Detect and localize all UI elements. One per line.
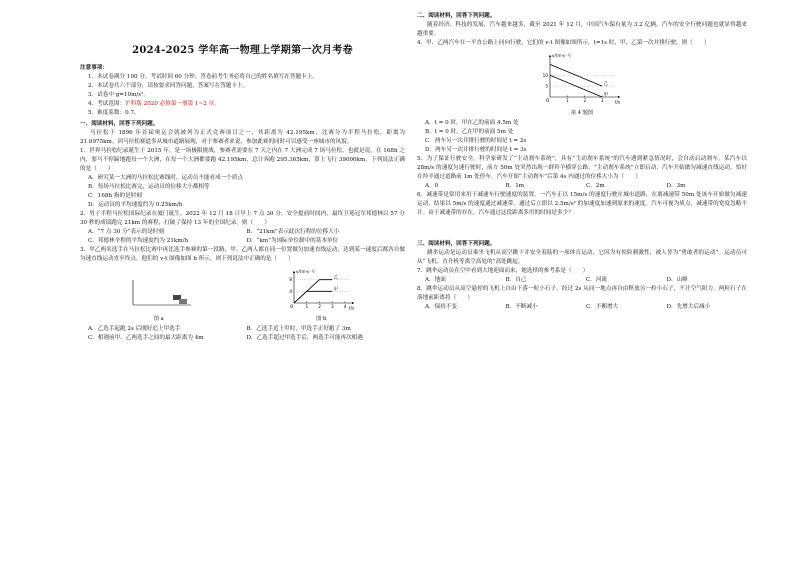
x-tick-label-0: 1 bbox=[566, 98, 569, 103]
q3-option-c: C．相遇前甲、乙两选手之间的最大距离为 4m bbox=[88, 335, 204, 341]
question-3: 3．甲乙两名选手在马拉松比赛中再比选手参赛的第一段路，甲、乙两人都在同一位置做匀加速直线运动，达到某一速度后都各自做匀速直线运动直至终点，他们的 v-t 图像如图 b 所示，则下列说法中正确的是（ ） bbox=[80, 247, 405, 262]
series-label-0: 乙 bbox=[603, 82, 609, 88]
q6-answer-space bbox=[417, 218, 747, 238]
question-8: 8．跳伞运动员从高空悬停的飞机上自由下落一粒小石子，经过 2s 从同一地点再自由释放另一粒小石子，不计空气阻力，两粒石子在落地前距离将（ ） bbox=[417, 286, 747, 301]
q8-option-d: D．先增大后减小 bbox=[666, 304, 711, 310]
figure-4-caption: 第 4 题图 bbox=[570, 110, 594, 116]
x-tick-label-3: 4 bbox=[343, 304, 347, 309]
y-tick-label-0: 4 bbox=[289, 288, 293, 294]
q1-option-d: D．运动员的平均速度约为 0.25km/h bbox=[88, 202, 183, 208]
figure-b-caption: 图 b bbox=[316, 316, 327, 322]
note-2: 2．本试卷共六个部分，请按要求回答问题，答案写在答题卡上。 bbox=[88, 83, 249, 89]
figure-4-vt-chart bbox=[536, 51, 628, 105]
question-4: 4．甲、乙两汽车在一平直公路上同向行驶，它们的 v-t 图像如图所示，t=1s 时，甲、乙第一次并排行驶，则（ ） bbox=[417, 40, 710, 46]
x-axis-label: t/s bbox=[615, 99, 621, 105]
q7-option-d: D．山峰 bbox=[666, 277, 688, 283]
q5-option-d: D．3m bbox=[666, 183, 686, 189]
q2-option-d: D．“km”为国际单位制中的基本单位 bbox=[246, 238, 339, 244]
section-1-heading: 一、阅读材料，回答下列问题。 bbox=[80, 121, 159, 127]
q7-option-a: A．地面 bbox=[425, 277, 446, 283]
q1-option-a: A．研究某一大洲的马拉松比赛线时，运动员不能看成一个质点 bbox=[88, 175, 244, 181]
q8-option-c: C．不断增大 bbox=[586, 304, 619, 310]
q4-option-b: B．t = 0 时，乙在甲的前面 5m 处 bbox=[425, 129, 514, 135]
q2-option-c: C．邦德林全程的平均速度约为 21km/h bbox=[88, 238, 189, 244]
q5-option-b: B．1m bbox=[505, 183, 525, 189]
q8-option-a: A．保持不变 bbox=[425, 304, 458, 310]
runner-yi bbox=[179, 299, 187, 304]
x-axis-label: t/s bbox=[349, 305, 355, 311]
q2-option-a: A．“7 点 30 分”表示的是时刻 bbox=[88, 229, 165, 235]
q3-option-d: D．乙选手超过甲选手后，两选手可能再次相遇 bbox=[246, 335, 363, 341]
q5-option-a: A．0 bbox=[425, 183, 439, 189]
q4-option-a: A．t = 0 时，甲在乙的前面 4.5m 处 bbox=[425, 120, 519, 126]
q8-options bbox=[417, 303, 747, 312]
figure-b-vt-chart bbox=[280, 267, 362, 311]
y-axis-label: v/(m·s⁻¹) bbox=[296, 269, 315, 274]
note-5: 5．难度系数：0.7。 bbox=[88, 110, 140, 116]
left-column bbox=[80, 10, 405, 343]
x-tick-label-1: 2 bbox=[318, 304, 322, 309]
right-column bbox=[417, 10, 747, 312]
question-2: 2．男子半程马拉松国际纪录在厦门诞生。2022 年 12 月 18 日早上 7 点 30 分，安全提前时间内，最终卫冕冠军邦德林以 57 分 30 秒的成绩跑完 21km 的赛程，打破了保持 13 年的全国纪录。则（ ） bbox=[80, 211, 405, 226]
x-tick-label-1: 2 bbox=[583, 98, 587, 103]
y-axis-label: v/(m·s⁻¹) bbox=[552, 53, 571, 58]
note-1: 1．本试卷满分 100 分，考试时间 60 分钟。答卷前考生务必将自己的姓名填写在答题卡上。 bbox=[88, 74, 318, 80]
q1-option-b: B．每场马拉松比赛完，运动员的位移大小都相等 bbox=[88, 184, 210, 190]
q7-option-b: B．自己 bbox=[505, 277, 527, 283]
note-3: 3．试卷中 g=10m/s²。 bbox=[88, 92, 149, 98]
figure-4 bbox=[536, 51, 628, 118]
y-tick-label-1: 10 bbox=[542, 72, 548, 78]
series-label-1: 乙 bbox=[333, 275, 339, 281]
q3-options-row-2 bbox=[80, 334, 405, 343]
section-3-passage: 跳伞运动是运动员乘坐飞机从高空跳下并安全着陆的一项体育运动，它因为有惊险刺激性，被人誉为“勇敢者的运动”。运动员可从“飞机、直升机等离空高处的”高处跳起。 bbox=[417, 250, 747, 265]
q4-option-c: C．两车另一次并排行驶的时间是 t = 2s bbox=[425, 138, 527, 144]
question-5: 5．为了保证行驶安全，科学家研发了“主动刹车系统”，具有“主动刹车系统”的汽车遇到紧急情况时，会自动启动刹车。某汽车以 28m/s 的速度匀速行驶时，前方 50m 处突然出现一群羚羊横穿公路，“主动刹车系统”立即启动，汽车开始做匀减速直线运动，恰好在羚羊通过道路前 1m 处停车。汽车开始“主动刹车”后第 4s 内通过的位移大小为（ ） bbox=[417, 156, 747, 180]
q5-options bbox=[417, 182, 747, 191]
section-2-passage: 随着经济、科技的发展，汽车越来越多，截至 2021 年 12 月，中国汽车保有量为 3.2 亿辆，汽车的安全行驶问题也就显得越来越重要。 bbox=[417, 22, 747, 37]
series-line-0 bbox=[294, 291, 332, 303]
q3-option-b: B．乙选手追上甲时，甲选手正好跑了 3m bbox=[246, 326, 351, 332]
q1-option-c: C．168h 指的是时刻 bbox=[88, 193, 142, 199]
section-3-heading: 三、阅读材料，回答下列问题。 bbox=[417, 241, 496, 247]
x-axis-arrow bbox=[352, 302, 354, 304]
figure-b bbox=[280, 267, 362, 324]
series-label-0: 甲 bbox=[333, 287, 339, 293]
x-tick-label-2: 3 bbox=[331, 304, 334, 309]
x-tick-label-2: 3 bbox=[600, 98, 604, 103]
figure-a-track bbox=[123, 271, 195, 311]
y-axis-arrow bbox=[549, 55, 551, 57]
q2-options-row-1 bbox=[80, 228, 405, 237]
page-title: 2024-2025 学年高一物理上学期第一次月考卷 bbox=[132, 45, 353, 56]
q3-option-a: A．乙选手起跑 2s 后刚好追上甲选手 bbox=[88, 326, 181, 332]
y-axis-arrow bbox=[293, 271, 295, 273]
x-axis-arrow bbox=[618, 96, 620, 98]
question-6: 6．减速带是常用来用于减速车行驶速度的装置。一汽车正以 15m/s 的速度行驶在城市道路，在离减速带 50m 处该车开始做匀减速运动，结果以 5m/s 的速度通过减速带，通过后立即以 2.5m/s² 的加速度加速到原来的速度。汽车可视为质点，减速带的宽度忽略不计。由于减速带的存在，汽车通过这段距离多用的时间是多少？ bbox=[417, 192, 747, 216]
figure-a bbox=[123, 271, 195, 324]
figure-a-caption: 图 a bbox=[153, 316, 164, 322]
question-7: 7．跳伞运动员在空中看到大地迎面而来，她选择的参考系是（ ） bbox=[417, 268, 589, 274]
q5-option-c: C．2m bbox=[586, 183, 605, 189]
section-2-heading: 二、阅读材料，回答下列问题。 bbox=[417, 13, 496, 19]
origin-label: O bbox=[290, 304, 294, 309]
q4-figure bbox=[417, 51, 747, 118]
note-4-label: 4．考试范围： bbox=[88, 101, 126, 107]
q2-option-b: B．“21km”表示此次行程的位移大小 bbox=[246, 229, 340, 235]
x-tick-label-0: 1 bbox=[305, 304, 309, 309]
q3-options-row-1 bbox=[80, 325, 405, 334]
y-tick-label-0: 5 bbox=[545, 83, 548, 89]
q4-option-d: D．两车另一次并排行驶的时间是 t = 3s bbox=[425, 147, 527, 153]
notes-heading: 注意事项： bbox=[80, 65, 108, 71]
question-1: 1．世界马拉松纪录诞生于 2015 年，是一场极限挑战，参赛者需要在 7 天之内在 7 大洲完成 7 场马拉松，也就是说，在 168h 之内，要马不停蹄地跑每一个大洲，在每一个大洲都要跑 42.195km，总计奔跑 295.365km，算上飞行 39000km。下列说法正确的是（ ） bbox=[80, 148, 405, 172]
series-label-1: 甲 bbox=[603, 93, 609, 98]
note-4 bbox=[80, 100, 405, 109]
q2-options-row-2 bbox=[80, 237, 405, 246]
q3-figures bbox=[80, 267, 405, 324]
y-tick-label-1: 8 bbox=[289, 277, 293, 283]
note-4-scope: 沪科版 2020 必修第一册第 1~2 章。 bbox=[125, 101, 220, 107]
q8-option-b: B．不断减小 bbox=[505, 304, 538, 310]
origin-label: O bbox=[546, 98, 550, 103]
q7-option-c: C．河流 bbox=[586, 277, 608, 283]
section-1-passage: 马拉松于 1896 年首届奥运会就被列为正式竞赛项目之一，其距离为 42.195km，比赛分为半程马拉松，距离为 21.0975km。因马拉松赛道多从城市道路展现，对于参赛者来说，参加此赛的同时可以感受一座城市的风貌。 bbox=[80, 130, 405, 145]
q7-options bbox=[417, 276, 747, 285]
